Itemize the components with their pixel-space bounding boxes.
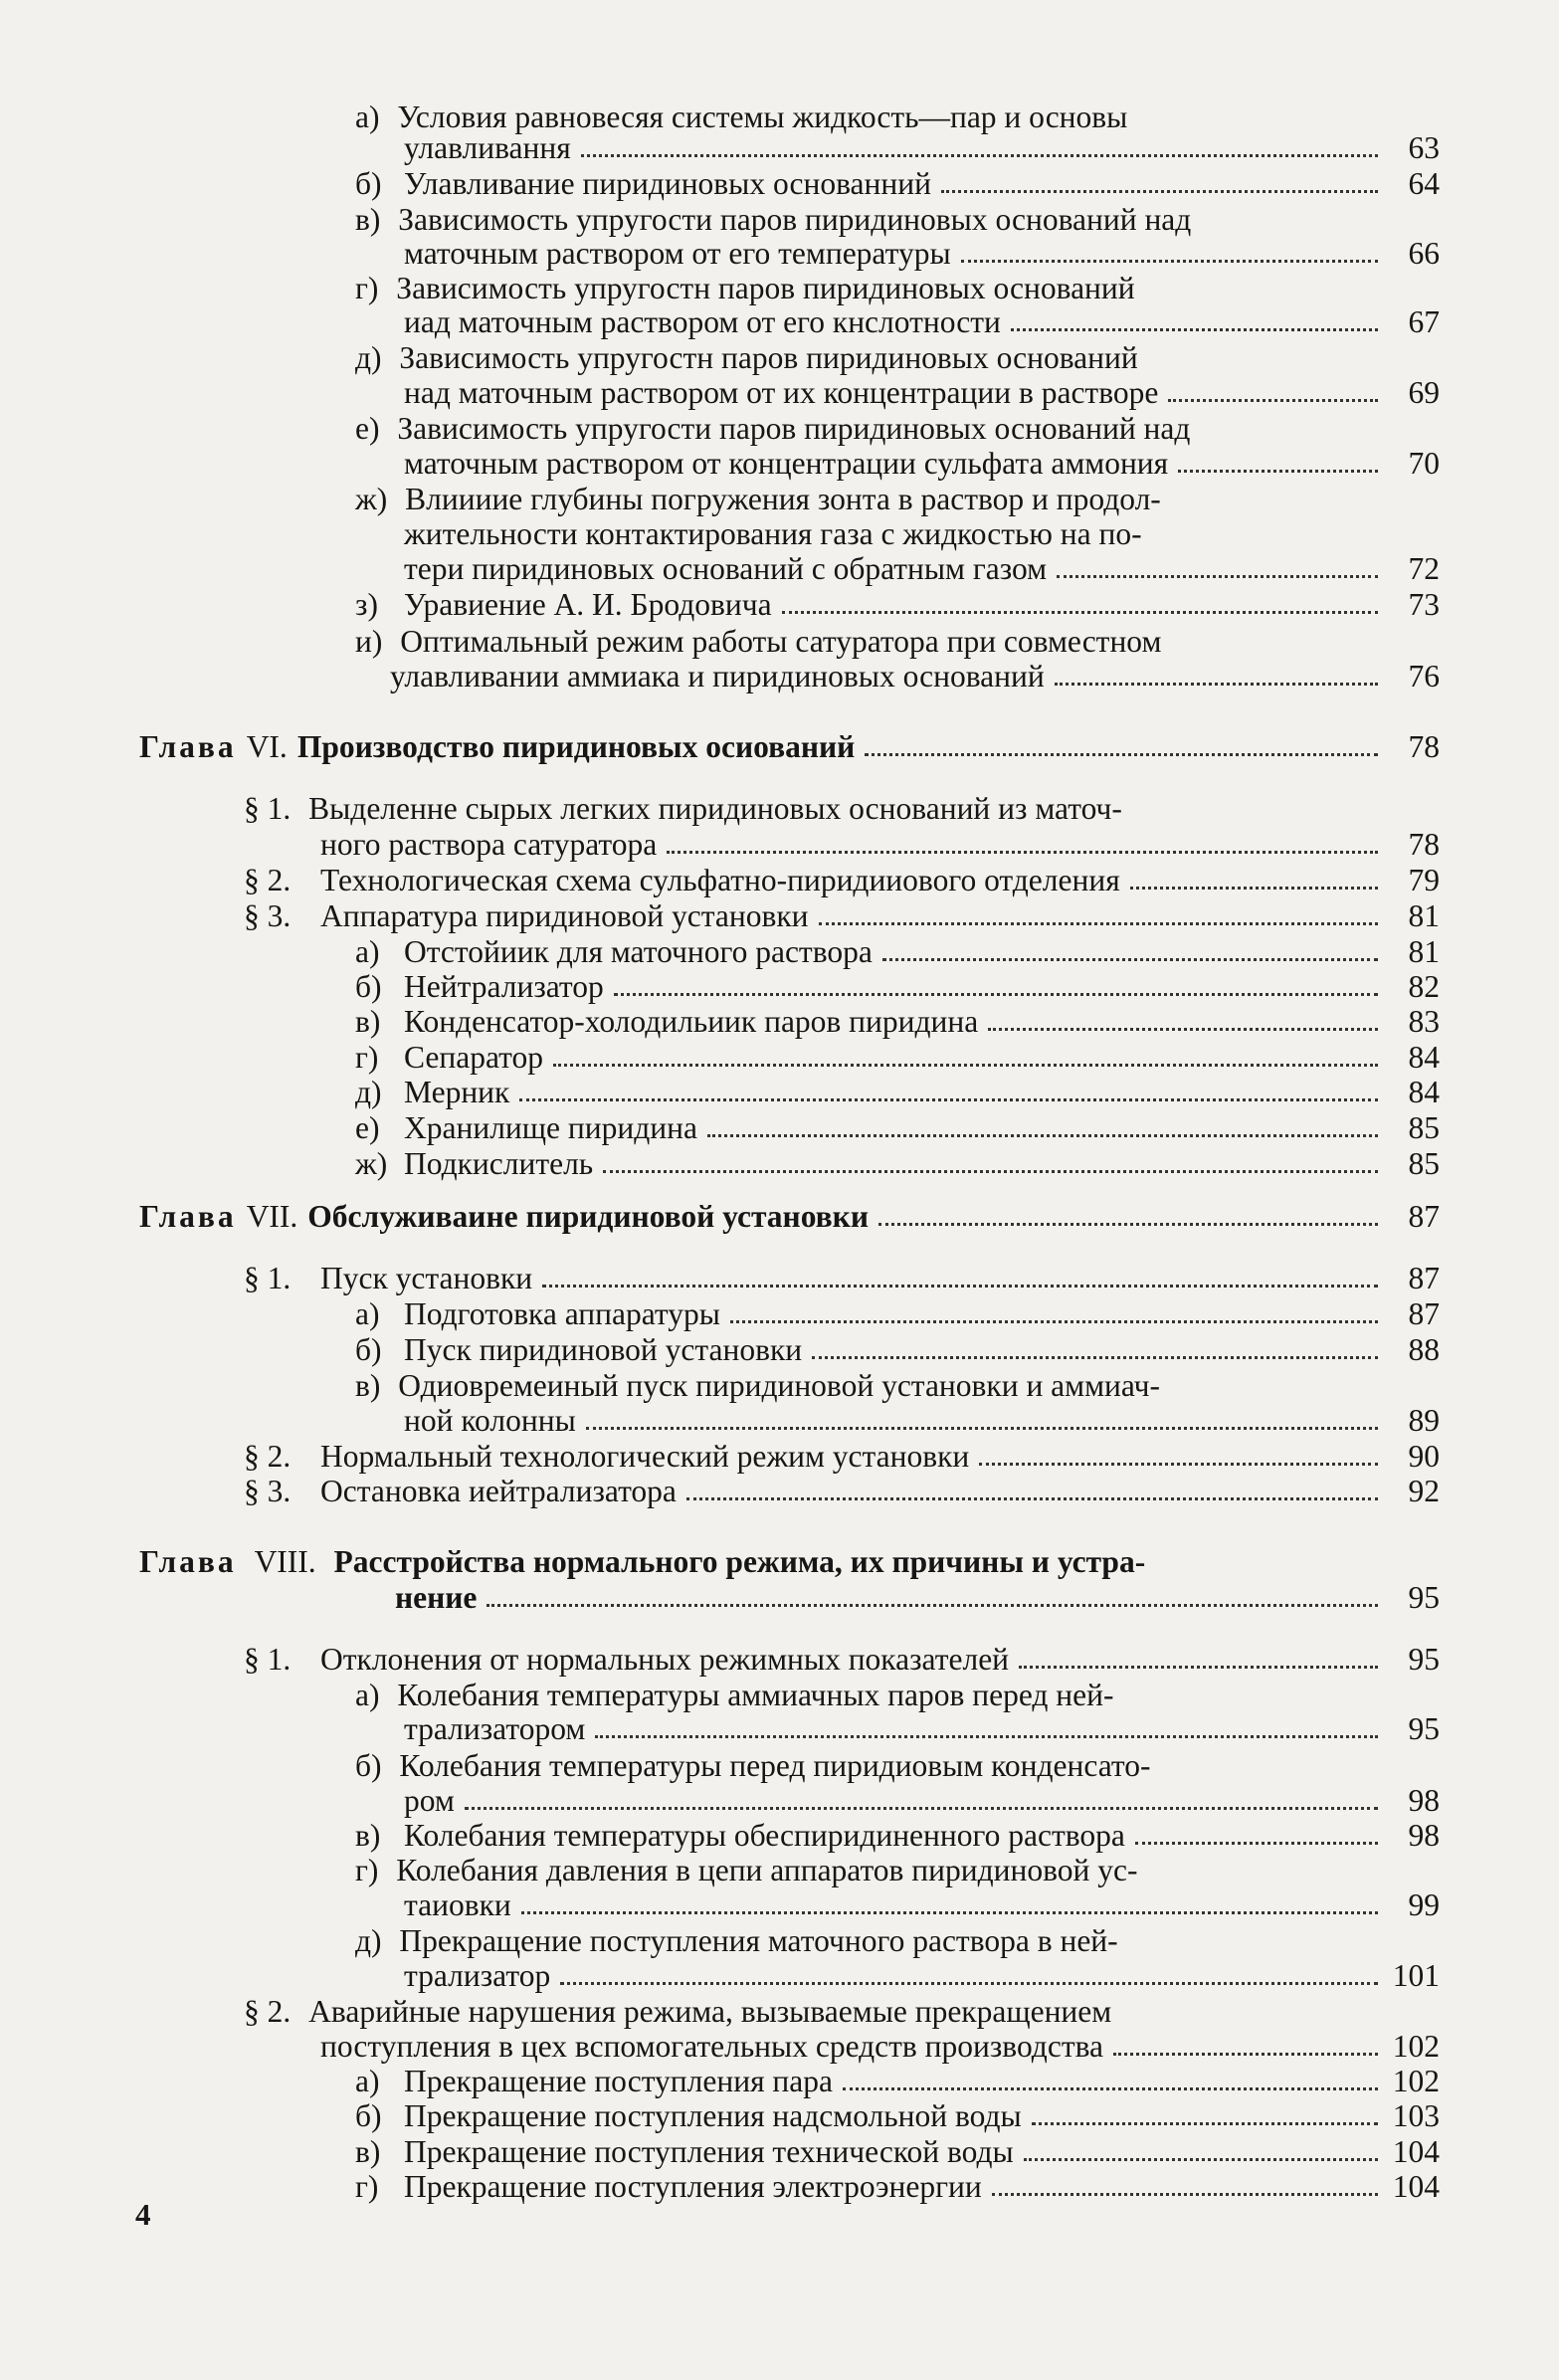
leader-dots xyxy=(988,1028,1378,1031)
toc-entry[interactable] xyxy=(404,1887,1440,1922)
toc-text-line1: Влиииие глубины погружения зонта в раствор и продол- xyxy=(405,482,1161,516)
leader-dots xyxy=(1168,399,1378,402)
toc-marker: § 2. xyxy=(244,1994,292,2029)
toc-text: над маточным раствором от их концентрации в растворе xyxy=(404,375,1159,410)
toc-text: Мерник xyxy=(404,1075,510,1109)
toc-marker: в) xyxy=(355,1818,381,1853)
page-ref: 95 xyxy=(1408,1580,1440,1615)
page-ref: 79 xyxy=(1408,863,1440,897)
toc-entry-line xyxy=(355,1853,1137,1887)
toc-entry[interactable] xyxy=(244,1474,1440,1508)
page-ref: 95 xyxy=(1408,1711,1440,1746)
toc-text-line1: Зависимость упругости паров пиридиновых оснований над xyxy=(397,411,1191,446)
toc-entry-line xyxy=(244,1994,1111,2029)
leader-dots xyxy=(586,1427,1378,1430)
toc-entry[interactable] xyxy=(355,1110,1440,1145)
toc-entry-line xyxy=(244,791,1122,826)
toc-marker: а) xyxy=(355,99,380,134)
leader-dots xyxy=(553,1064,1378,1067)
toc-entry-line xyxy=(355,271,1135,305)
leader-dots xyxy=(1019,1666,1378,1669)
toc-entry[interactable] xyxy=(355,969,1440,1004)
toc-text-line1: Выделенне сырых легких пиридиновых оснований из маточ- xyxy=(308,791,1122,826)
toc-entry-line xyxy=(355,1923,1118,1958)
page-ref: 81 xyxy=(1408,934,1440,969)
toc-marker: г) xyxy=(355,2169,379,2204)
toc-marker: б) xyxy=(355,969,382,1004)
toc-marker: б) xyxy=(355,166,382,201)
toc-entry[interactable] xyxy=(355,934,1440,969)
toc-entry[interactable] xyxy=(404,446,1440,481)
leader-dots xyxy=(1135,1842,1378,1845)
toc-entry[interactable] xyxy=(355,2169,1440,2204)
toc-text-line1: Зависимость упругостн паров пиридиновых оснований xyxy=(399,340,1138,375)
toc-marker: § 3. xyxy=(244,898,292,933)
toc-entry-line xyxy=(355,411,1190,446)
toc-text: Хранилище пиридина xyxy=(404,1110,697,1145)
toc-marker: б) xyxy=(355,1748,382,1783)
toc-text-line2: жительности контактирования газа с жидкостью на по- xyxy=(404,516,1142,551)
toc-marker: § 1. xyxy=(244,791,292,826)
page-ref: 84 xyxy=(1408,1075,1440,1109)
toc-text-line1: Зависимость упругости паров пиридиновых оснований над xyxy=(398,202,1192,237)
leader-dots xyxy=(1130,887,1378,890)
toc-entry-line xyxy=(355,1678,1114,1712)
leader-dots xyxy=(1011,328,1378,331)
page-number: 4 xyxy=(135,2197,151,2232)
toc-entry[interactable] xyxy=(355,1004,1440,1039)
leader-dots xyxy=(487,1604,1378,1607)
leader-dots xyxy=(1113,2053,1378,2056)
page-ref: 87 xyxy=(1408,1199,1440,1234)
toc-marker: ж) xyxy=(355,1146,388,1181)
toc-entry-line xyxy=(404,516,1142,551)
toc-marker: а) xyxy=(355,1296,380,1331)
toc-entry[interactable] xyxy=(404,236,1440,271)
leader-dots xyxy=(465,1807,1378,1810)
toc-entry[interactable] xyxy=(355,587,1440,622)
toc-text: тери пиридиновых оснований с обратным газом xyxy=(404,551,1048,586)
toc-text-line1: Прекращение поступления маточного раствора в ней- xyxy=(399,1923,1118,1958)
toc-text: ром xyxy=(404,1783,455,1818)
leader-dots xyxy=(707,1134,1378,1137)
toc-text: Колебания температуры обеспиридиненного раствора xyxy=(404,1818,1125,1853)
toc-entry[interactable] xyxy=(355,2064,1440,2098)
toc-entry[interactable] xyxy=(355,1075,1440,1109)
page-ref: 102 xyxy=(1392,2029,1440,2064)
toc-chapter[interactable] xyxy=(395,1580,1440,1615)
toc-text: поступления в цех вспомогательных средств производства xyxy=(320,2029,1104,2064)
toc-entry[interactable] xyxy=(244,1642,1440,1677)
page-ref: 70 xyxy=(1408,446,1440,481)
toc-text: ного раствора сатуратора xyxy=(320,827,658,862)
toc-text: иад маточным раствором от его кнслотности xyxy=(404,304,1001,339)
leader-dots xyxy=(878,1223,1378,1226)
leader-dots xyxy=(1178,470,1378,473)
toc-text-line1: Условия равновесяя системы жидкость—пар и основы xyxy=(397,99,1128,134)
page-ref: 78 xyxy=(1408,827,1440,862)
page-ref: 82 xyxy=(1408,969,1440,1004)
toc-text: Нормальный технологический режим установки xyxy=(320,1439,970,1474)
toc-marker: г) xyxy=(355,271,379,305)
toc-text: Подкислитель xyxy=(404,1146,594,1181)
page-ref: 76 xyxy=(1408,659,1440,694)
toc-entry[interactable] xyxy=(355,1332,1440,1367)
page-ref: 83 xyxy=(1408,1004,1440,1039)
toc-text: ной колонны xyxy=(404,1403,576,1438)
chapter-title-line1: Расстройства нормального режима, их причины и устра- xyxy=(333,1544,1146,1579)
leader-dots xyxy=(941,190,1378,193)
leader-dots xyxy=(603,1170,1378,1173)
toc-chapter[interactable] xyxy=(139,729,1440,764)
toc-text: трализатор xyxy=(404,1958,551,1993)
toc-text: Конденсатор-холодильиик паров пиридина xyxy=(404,1004,979,1039)
toc-entry-line xyxy=(355,340,1138,375)
toc-text: Прекращение поступления технической воды xyxy=(404,2134,1014,2169)
toc-entry-line xyxy=(355,1368,1160,1403)
leader-dots xyxy=(979,1463,1378,1466)
toc-chapter-line xyxy=(139,1544,1145,1579)
leader-dots xyxy=(560,1982,1378,1985)
toc-marker: в) xyxy=(355,1368,381,1403)
page-ref: 63 xyxy=(1408,130,1440,165)
leader-dots xyxy=(819,922,1378,925)
page-ref: 98 xyxy=(1408,1783,1440,1818)
page-ref: 72 xyxy=(1408,551,1440,586)
toc-text: Прекращение поступления надсмольной воды xyxy=(404,2098,1022,2133)
chapter-number: VI. xyxy=(246,729,288,764)
toc-entry[interactable] xyxy=(404,1783,1440,1818)
toc-text: Подготовка аппаратуры xyxy=(404,1296,720,1331)
toc-text-line1: Колебания давления в цепи аппаратов пиридиновой ус- xyxy=(396,1853,1138,1887)
toc-entry[interactable] xyxy=(320,827,1440,862)
page-ref: 99 xyxy=(1408,1887,1440,1922)
page-ref: 73 xyxy=(1408,587,1440,622)
page-ref: 104 xyxy=(1392,2169,1440,2204)
leader-dots xyxy=(595,1735,1378,1738)
leader-dots xyxy=(1057,575,1378,578)
toc-text: маточным раствором от его температуры xyxy=(404,236,951,271)
page-ref: 78 xyxy=(1408,729,1440,764)
page-ref: 95 xyxy=(1408,1642,1440,1677)
toc-text-line1: Зависимость упругостн паров пиридиновых оснований xyxy=(396,271,1135,305)
toc-marker: д) xyxy=(355,1923,382,1958)
toc-text-line1: Аварийные нарушения режима, вызываемые прекращением xyxy=(308,1994,1112,2029)
toc-text-line1: Колебания температуры аммиачных паров перед ней- xyxy=(397,1678,1114,1712)
page-ref: 88 xyxy=(1408,1332,1440,1367)
toc-text: Прекращение поступления электроэнергии xyxy=(404,2169,982,2204)
toc-entry[interactable] xyxy=(404,1403,1440,1438)
toc-text-line1: Оптимальный режим работы сатуратора при совместном xyxy=(400,624,1162,659)
leader-dots xyxy=(667,851,1378,854)
page-ref: 103 xyxy=(1392,2098,1440,2133)
toc-marker: г) xyxy=(355,1040,379,1075)
leader-dots xyxy=(1032,2122,1378,2125)
toc-entry[interactable] xyxy=(404,1958,1440,1993)
toc-entry[interactable] xyxy=(404,1711,1440,1746)
leader-dots xyxy=(614,993,1378,996)
toc-entry[interactable] xyxy=(244,1261,1440,1295)
toc-entry[interactable] xyxy=(320,2029,1440,2064)
chapter-title: Обслуживаине пиридиновой установки xyxy=(307,1199,869,1234)
leader-dots xyxy=(782,611,1378,614)
toc-entry-line xyxy=(355,202,1191,237)
leader-dots xyxy=(865,753,1378,756)
leader-dots xyxy=(581,154,1378,157)
leader-dots xyxy=(812,1356,1378,1359)
toc-entry[interactable] xyxy=(355,1818,1440,1853)
leader-dots xyxy=(1024,2158,1378,2161)
page-ref: 104 xyxy=(1392,2134,1440,2169)
toc-marker: в) xyxy=(355,202,381,237)
toc-text: Отстойиик для маточного раствора xyxy=(404,934,873,969)
toc-text: Прекращение поступления пара xyxy=(404,2064,834,2098)
toc-text: Аппаратура пиридиновой установки xyxy=(320,898,809,933)
page-ref: 89 xyxy=(1408,1403,1440,1438)
chapter-label: Глава xyxy=(139,1544,237,1579)
page-ref: 98 xyxy=(1408,1818,1440,1853)
leader-dots xyxy=(961,260,1378,263)
chapter-label: Глава xyxy=(139,729,237,764)
toc-entry-line xyxy=(355,1748,1150,1783)
toc-entry[interactable] xyxy=(355,1296,1440,1331)
toc-entry[interactable] xyxy=(355,166,1440,201)
leader-dots xyxy=(686,1497,1378,1500)
toc-marker: д) xyxy=(355,1075,382,1109)
toc-text: Пуск установки xyxy=(320,1261,533,1295)
chapter-label: Глава xyxy=(139,1199,237,1234)
page-ref: 84 xyxy=(1408,1040,1440,1075)
toc-marker: § 1. xyxy=(244,1642,292,1677)
toc-text: маточным раствором от концентрации сульфата аммония xyxy=(404,446,1169,481)
leader-dots xyxy=(521,1911,1378,1914)
toc-marker: г) xyxy=(355,1853,379,1887)
toc-entry-line xyxy=(355,99,1127,134)
toc-marker: ж) xyxy=(355,482,388,516)
toc-text: улавливании аммиака и пиридиновых оснований xyxy=(390,659,1045,694)
page-ref: 85 xyxy=(1408,1146,1440,1181)
toc-text: Сепаратор xyxy=(404,1040,543,1075)
toc-marker: а) xyxy=(355,1678,380,1712)
toc-text-line1: Колебания температуры перед пиридиовым конденсато- xyxy=(399,1748,1151,1783)
chapter-number: VIII. xyxy=(254,1544,316,1579)
toc-text: трализатором xyxy=(404,1711,586,1746)
toc-entry[interactable] xyxy=(355,2098,1440,2133)
page-ref: 101 xyxy=(1392,1958,1440,1993)
toc-text: Нейтрализатор xyxy=(404,969,604,1004)
toc-marker: а) xyxy=(355,2064,380,2098)
toc-text: Уравиение А. И. Бродовича xyxy=(404,587,772,622)
leader-dots xyxy=(882,958,1378,961)
toc-marker: а) xyxy=(355,934,380,969)
page-ref: 92 xyxy=(1408,1474,1440,1508)
toc-marker: е) xyxy=(355,1110,380,1145)
toc-text: таиовки xyxy=(404,1887,511,1922)
leader-dots xyxy=(730,1320,1378,1323)
toc-text: Пуск пиридиновой установки xyxy=(404,1332,803,1367)
toc-marker: в) xyxy=(355,2134,381,2169)
leader-dots xyxy=(843,2087,1378,2090)
page-ref: 64 xyxy=(1408,166,1440,201)
toc-entry[interactable] xyxy=(404,375,1440,410)
toc-entry[interactable] xyxy=(404,130,1440,165)
toc-text: Отклонения от нормальных режимных показателей xyxy=(320,1642,1010,1677)
toc-entry[interactable] xyxy=(404,551,1440,586)
toc-marker: д) xyxy=(355,340,382,375)
chapter-number: VII. xyxy=(246,1199,298,1234)
page-ref: 87 xyxy=(1408,1296,1440,1331)
toc-entry[interactable] xyxy=(355,2134,1440,2169)
leader-dots xyxy=(992,2193,1378,2196)
page-ref: 90 xyxy=(1408,1439,1440,1474)
toc-marker: § 2. xyxy=(244,863,292,897)
toc-chapter[interactable] xyxy=(139,1199,1440,1234)
toc-entry[interactable] xyxy=(244,863,1440,897)
toc-marker: е) xyxy=(355,411,380,446)
leader-dots xyxy=(1055,683,1378,686)
toc-marker: и) xyxy=(355,624,383,659)
toc-entry[interactable] xyxy=(355,1146,1440,1181)
toc-marker: б) xyxy=(355,2098,382,2133)
toc-entry[interactable] xyxy=(404,304,1440,339)
page-ref: 81 xyxy=(1408,898,1440,933)
toc-text: Улавливание пиридиновых основанний xyxy=(404,166,931,201)
chapter-title: Производство пиридиновых осиований xyxy=(296,729,856,764)
toc-marker: § 1. xyxy=(244,1261,292,1295)
toc-marker: § 3. xyxy=(244,1474,292,1508)
toc-text: улавливання xyxy=(404,130,571,165)
toc-entry-line xyxy=(355,482,1161,516)
page-ref: 67 xyxy=(1408,304,1440,339)
toc-entry[interactable] xyxy=(390,659,1440,694)
toc-marker: § 2. xyxy=(244,1439,292,1474)
toc-entry[interactable] xyxy=(244,898,1440,933)
page-ref: 87 xyxy=(1408,1261,1440,1295)
toc-entry[interactable] xyxy=(244,1439,1440,1474)
toc-marker: б) xyxy=(355,1332,382,1367)
toc-text-line1: Одиовремеиный пуск пиридиновой установки и аммиач- xyxy=(398,1368,1160,1403)
toc-marker: в) xyxy=(355,1004,381,1039)
toc-entry[interactable] xyxy=(355,1040,1440,1075)
leader-dots xyxy=(519,1098,1378,1101)
toc-text: Технологическая схема сульфатно-пиридииового отделения xyxy=(320,863,1120,897)
toc-entry-line xyxy=(355,624,1161,659)
chapter-title: нение xyxy=(395,1580,478,1615)
leader-dots xyxy=(542,1285,1378,1288)
page-ref: 85 xyxy=(1408,1110,1440,1145)
page-ref: 69 xyxy=(1408,375,1440,410)
page-ref: 102 xyxy=(1392,2064,1440,2098)
page-ref: 66 xyxy=(1408,236,1440,271)
toc-text: Остановка иейтрализатора xyxy=(320,1474,677,1508)
toc-marker: з) xyxy=(355,587,378,622)
